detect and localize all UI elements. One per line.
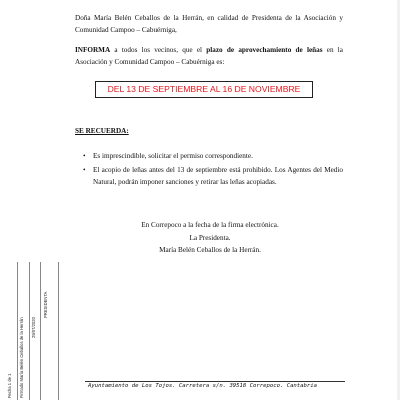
- list-item-text: Es imprescindible, solicitar el permiso correspondiente.: [93, 152, 253, 160]
- intro-paragraph: Doña María Belén Ceballos de la Herrán, en calidad de Presidenta de la Asociación y Comunidad Campoo – Cabuérniga,: [75, 14, 343, 34]
- sidebar-divider: [17, 262, 18, 400]
- sidebar-divider: [40, 262, 41, 400]
- list-item: [83, 150, 343, 162]
- signature-role: La Presidenta.: [189, 233, 231, 242]
- sidebar-text-3: 29/07/2020: [31, 317, 36, 338]
- signature-name: María Belén Ceballos de la Herrán.: [159, 246, 261, 254]
- recuerda-heading: SE RECUERDA:: [75, 127, 129, 135]
- informa-highlight: plazo de aprovechamiento de leñas: [206, 46, 323, 54]
- bullet-icon: •: [83, 152, 86, 160]
- informa-paragraph: [75, 44, 343, 68]
- date-range-box: DEL 13 DE SEPTIEMBRE AL 16 DE NOVIEMBRE: [95, 81, 313, 98]
- footer-address: Ayuntamiento de Los Tojos. Carretera s/n. 39518 Correpoco. Cantabria: [88, 383, 318, 389]
- reminder-list: [83, 150, 343, 190]
- sidebar-text-4: PRESIDENTA: [43, 291, 48, 318]
- list-item: [83, 164, 343, 188]
- sidebar-divider: [29, 262, 30, 400]
- footer-rule: [85, 381, 345, 382]
- signature-place: En Correpoco a la fecha de la firma electrónica.: [141, 221, 279, 229]
- signature-block: [110, 219, 310, 257]
- sidebar-text-1: Fecha 1 de 1: [7, 373, 12, 398]
- informa-text-2: en la Asociación y Comunidad Campoo – Cabuérniga es:: [75, 46, 343, 66]
- sidebar-text-2: Firmado María Belén Ceballos de la Herrán: [19, 317, 24, 398]
- list-item-text: El acopio de leñas antes del 13 de septiembre está prohibido. Los Agentes del Medio Natural, podrán imponer sanciones y retirar las leñas acopiadas.: [93, 166, 343, 186]
- informa-text-1: a todos los vecinos, que el: [110, 46, 207, 54]
- informa-label: INFORMA: [75, 46, 111, 54]
- bullet-icon: •: [83, 166, 86, 174]
